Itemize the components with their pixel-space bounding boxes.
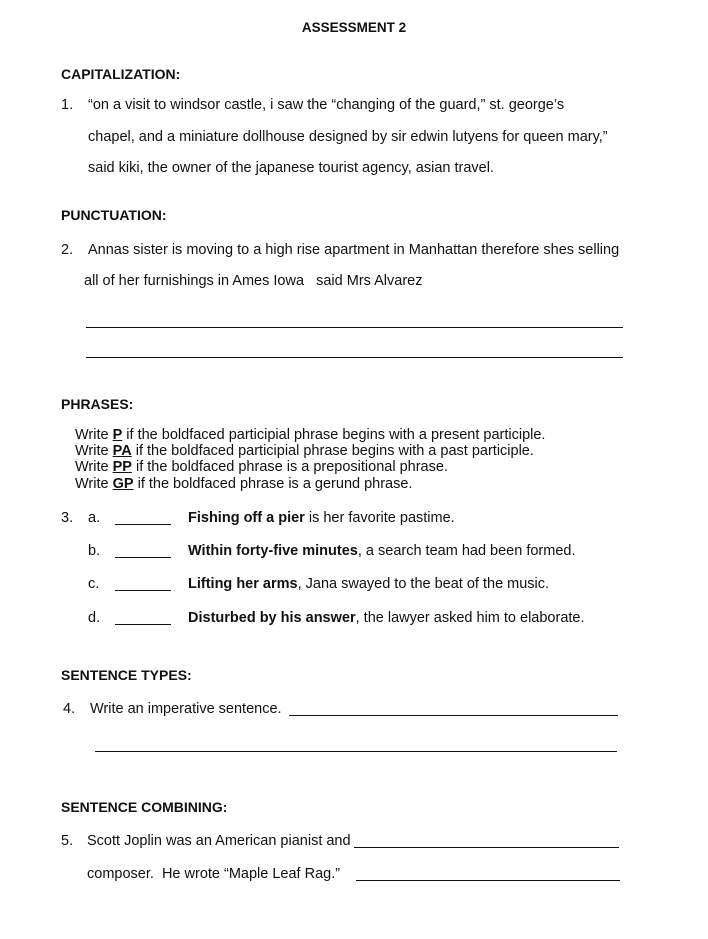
punctuation-heading: PUNCTUATION:: [61, 207, 167, 223]
code-pp: PP: [112, 459, 132, 475]
answer-line-2a[interactable]: [86, 327, 623, 328]
question-1-line-1: “on a visit to windsor castle, i saw the “changing of the guard,” st. george’s: [88, 97, 565, 113]
item-a-sentence: Fishing off a pier is her favorite pastime.: [188, 510, 455, 526]
instruction-p: Write P if the boldfaced participial phrase begins with a present participle.: [75, 427, 546, 443]
code-pa: PA: [112, 443, 132, 459]
question-4-number: 4.: [63, 701, 76, 717]
answer-line-4a[interactable]: [289, 715, 618, 716]
answer-line-4b[interactable]: [95, 751, 617, 752]
question-2-number: 2.: [61, 242, 74, 258]
question-5-line-2: composer. He wrote “Maple Leaf Rag.”: [87, 866, 341, 882]
item-d-letter: d.: [88, 610, 101, 626]
item-b-letter: b.: [88, 543, 101, 559]
answer-line-5a[interactable]: [354, 847, 619, 848]
question-1-line-2: chapel, and a miniature dollhouse designed by sir edwin lutyens for queen mary,”: [88, 129, 608, 145]
sentence-combining-heading: SENTENCE COMBINING:: [61, 799, 228, 815]
question-1-number: 1.: [61, 97, 74, 113]
item-d-blank[interactable]: [115, 624, 171, 625]
question-2-line-1: Annas sister is moving to a high rise apartment in Manhattan therefore shes selling: [88, 242, 620, 258]
page-title: ASSESSMENT 2: [301, 20, 407, 35]
item-b-sentence: Within forty-five minutes, a search team had been formed.: [188, 543, 576, 559]
item-a-blank[interactable]: [115, 524, 171, 525]
item-c-blank[interactable]: [115, 590, 171, 591]
question-5-number: 5.: [61, 833, 74, 849]
item-a-letter: a.: [88, 510, 101, 526]
item-c-sentence: Lifting her arms, Jana swayed to the beat of the music.: [188, 576, 550, 592]
question-5-line-1: Scott Joplin was an American pianist and: [87, 833, 351, 849]
instruction-pa: Write PA if the boldfaced participial phrase begins with a past participle.: [75, 443, 534, 459]
capitalization-heading: CAPITALIZATION:: [61, 66, 181, 82]
answer-line-5b[interactable]: [356, 880, 620, 881]
question-3-number: 3.: [61, 510, 74, 526]
code-gp: GP: [112, 476, 134, 492]
item-c-letter: c.: [88, 576, 100, 592]
phrases-heading: PHRASES:: [61, 396, 134, 412]
answer-line-2b[interactable]: [86, 357, 623, 358]
item-d-sentence: Disturbed by his answer, the lawyer asked him to elaborate.: [188, 610, 585, 626]
code-p: P: [112, 427, 123, 443]
sentence-types-heading: SENTENCE TYPES:: [61, 667, 192, 683]
instruction-gp: Write GP if the boldfaced phrase is a gerund phrase.: [75, 476, 413, 492]
question-1-line-3: said kiki, the owner of the japanese tourist agency, asian travel.: [88, 160, 494, 176]
item-b-blank[interactable]: [115, 557, 171, 558]
question-2-line-2: all of her furnishings in Ames Iowa said Mrs Alvarez: [84, 273, 423, 289]
instruction-pp: Write PP if the boldfaced phrase is a prepositional phrase.: [75, 459, 448, 475]
question-4-prompt: Write an imperative sentence.: [90, 701, 282, 717]
